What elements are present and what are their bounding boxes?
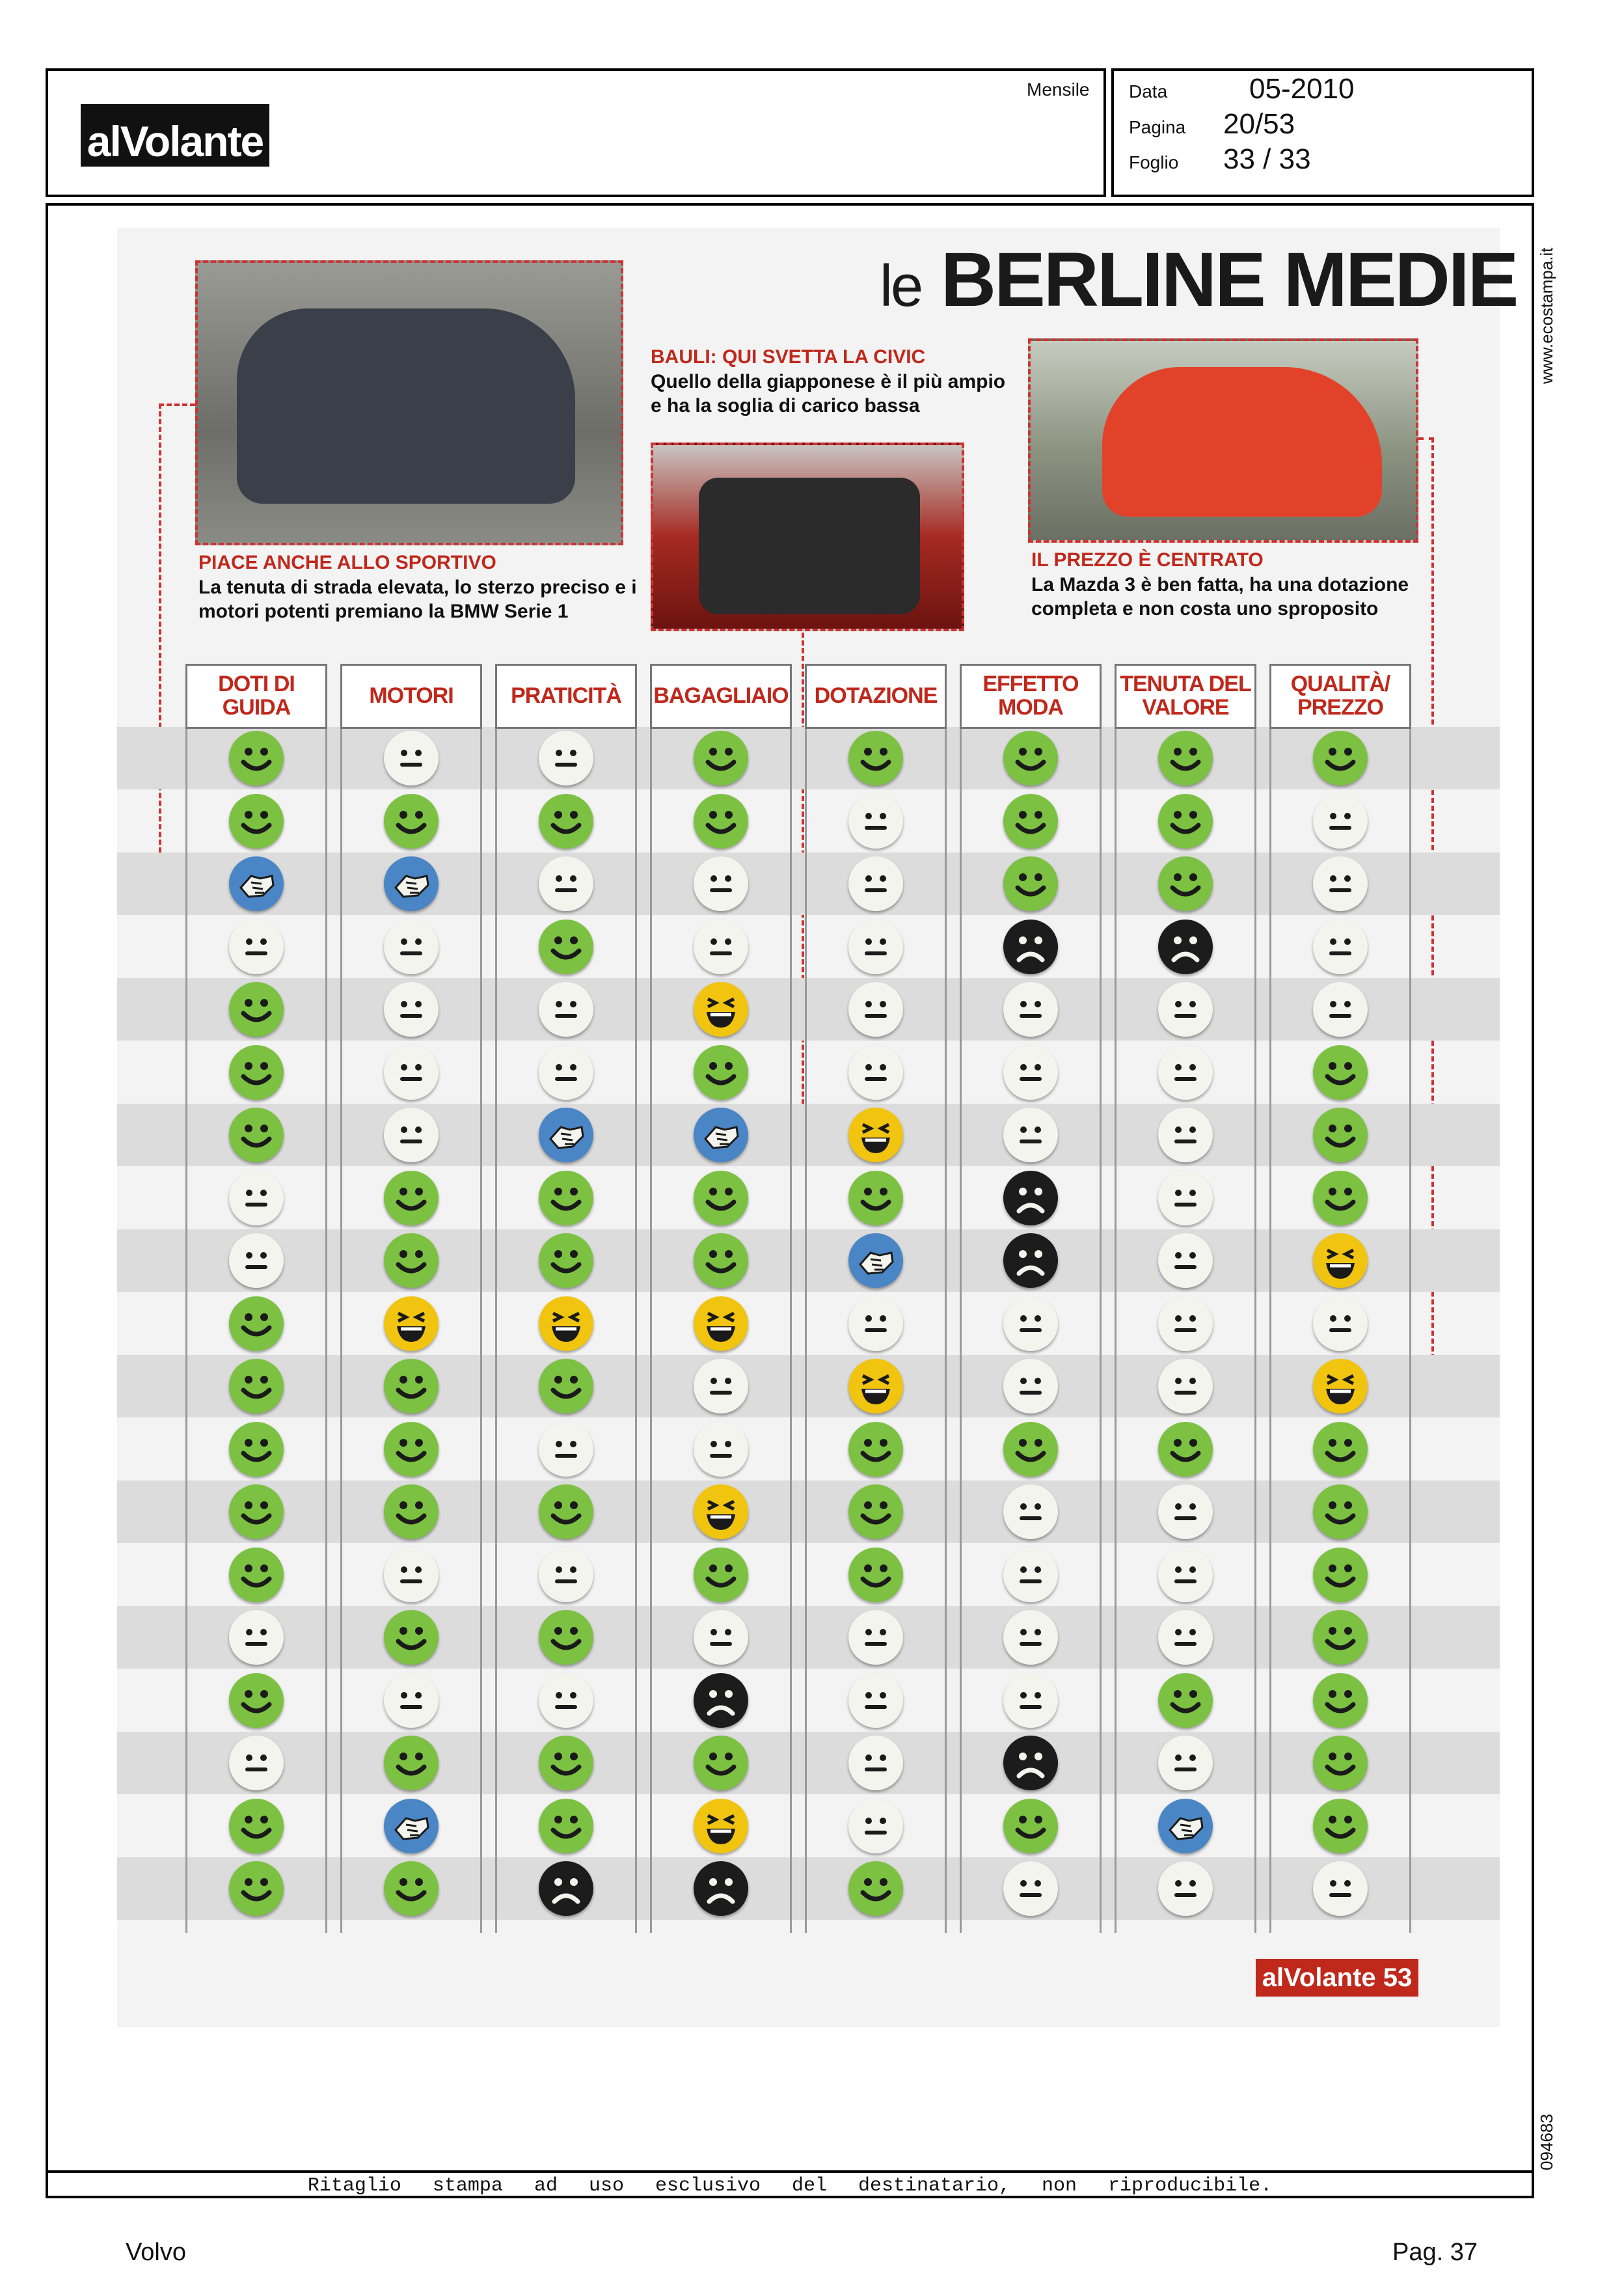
rating-neutral-icon <box>539 1045 593 1100</box>
rating-neutral-icon <box>1158 1233 1213 1288</box>
rating-neutral-icon <box>1003 1861 1058 1916</box>
rating-good-icon <box>1313 1736 1368 1790</box>
rating-good-icon <box>539 1484 593 1539</box>
caption-heading: BAULI: QUI SVETTA LA CIVIC <box>651 346 926 368</box>
rating-good-icon <box>229 1359 284 1413</box>
callout-line <box>1418 437 1434 440</box>
caption-mazda <box>1031 548 1461 621</box>
rating-good-icon <box>229 1296 284 1351</box>
rating-good-icon <box>229 731 284 785</box>
caption-civic <box>651 345 1015 418</box>
rating-neutral-icon <box>229 920 284 974</box>
rating-good-icon <box>1313 1610 1368 1665</box>
rating-good-icon <box>384 1736 439 1790</box>
column-divider <box>635 729 637 1933</box>
rating-good-icon <box>539 1736 593 1790</box>
meta-value-data: 05-2010 <box>1249 73 1355 105</box>
rating-great-icon <box>1313 1359 1368 1413</box>
meta-value-pagina: 20/53 <box>1223 108 1295 140</box>
rating-good-icon <box>1003 1422 1058 1477</box>
rating-neutral-icon <box>848 1045 903 1100</box>
column-divider <box>340 729 342 1933</box>
rating-neutral-icon <box>1158 1484 1213 1539</box>
rating-good-icon <box>1313 1484 1368 1539</box>
rating-bad-icon <box>1158 920 1213 974</box>
rating-neutral-icon <box>539 1673 593 1728</box>
rating-neutral-icon <box>694 920 748 974</box>
article-title <box>880 236 1517 324</box>
rating-good-icon <box>384 1610 439 1665</box>
rating-neutral-icon <box>1158 982 1213 1037</box>
rating-neutral-icon <box>539 731 593 785</box>
rating-neutral-icon <box>384 1108 439 1162</box>
meta-label-pagina: Pagina <box>1129 117 1186 137</box>
rating-neutral-icon <box>1313 920 1368 974</box>
rating-neutral-icon <box>1313 856 1368 911</box>
rating-neutral-icon <box>694 856 748 911</box>
rating-neutral-icon <box>1158 1171 1213 1225</box>
rating-good-icon <box>229 1861 284 1916</box>
rating-good-icon <box>229 1108 284 1162</box>
column-header: DOTAZIONE <box>805 664 947 729</box>
column-header: PRATICITÀ <box>495 664 637 729</box>
rating-good-icon <box>539 1799 593 1853</box>
rating-neutral-icon <box>229 1171 284 1225</box>
rating-neutral-icon <box>1158 1548 1213 1602</box>
rating-neutral-icon <box>1003 982 1058 1037</box>
rating-bad-icon <box>694 1673 748 1728</box>
rating-top-icon <box>848 1233 903 1288</box>
column-divider <box>480 729 482 1933</box>
rating-good-icon <box>229 1422 284 1477</box>
rating-good-icon <box>694 794 748 849</box>
rating-neutral-icon <box>848 920 903 974</box>
rating-great-icon <box>539 1296 593 1351</box>
rating-top-icon <box>229 856 284 911</box>
rating-good-icon <box>229 982 284 1037</box>
rating-neutral-icon <box>1003 1108 1058 1162</box>
rating-neutral-icon <box>229 1233 284 1288</box>
rating-good-icon <box>1313 1548 1368 1602</box>
rating-good-icon <box>1313 1673 1368 1728</box>
rating-neutral-icon <box>1158 1296 1213 1351</box>
column-divider <box>1100 729 1102 1933</box>
column-divider <box>495 729 497 1933</box>
rating-bad-icon <box>1003 1736 1058 1790</box>
rating-bad-icon <box>539 1861 593 1916</box>
rating-neutral-icon <box>1313 1861 1368 1916</box>
rating-neutral-icon <box>694 1422 748 1477</box>
meta-label-data: Data <box>1129 81 1168 102</box>
rating-great-icon <box>694 1296 748 1351</box>
rating-good-icon <box>229 1045 284 1100</box>
row-band <box>117 1732 1500 1794</box>
rating-good-icon <box>848 1861 903 1916</box>
caption-heading: IL PREZZO È CENTRATO <box>1031 549 1264 571</box>
rating-good-icon <box>1158 1422 1213 1477</box>
photo-civic-trunk <box>651 443 964 631</box>
rating-neutral-icon <box>1003 1296 1058 1351</box>
rating-top-icon <box>384 856 439 911</box>
rating-good-icon <box>384 1422 439 1477</box>
frequency-label: Mensile <box>1027 79 1090 100</box>
rating-good-icon <box>694 1233 748 1288</box>
rating-neutral-icon <box>229 1736 284 1790</box>
rating-neutral-icon <box>1158 1610 1213 1665</box>
rating-good-icon <box>229 1799 284 1853</box>
rating-good-icon <box>848 1422 903 1477</box>
rating-neutral-icon <box>1158 1861 1213 1916</box>
rating-neutral-icon <box>539 1548 593 1602</box>
magazine-logo: alVolante <box>81 104 269 167</box>
column-divider <box>1269 729 1271 1933</box>
column-divider <box>650 729 652 1933</box>
rating-neutral-icon <box>384 982 439 1037</box>
side-code: 094683 <box>1537 2114 1556 2170</box>
callout-line <box>159 403 195 406</box>
rating-top-icon <box>1158 1799 1213 1853</box>
rating-neutral-icon <box>1158 1736 1213 1790</box>
row-band <box>117 1481 1500 1543</box>
caption-heading: PIACE ANCHE ALLO SPORTIVO <box>198 552 496 573</box>
rating-bad-icon <box>694 1861 748 1916</box>
rating-good-icon <box>384 1233 439 1288</box>
rating-neutral-icon <box>848 982 903 1037</box>
column-divider <box>1409 729 1411 1933</box>
rating-neutral-icon <box>1158 1045 1213 1100</box>
rating-good-icon <box>848 1548 903 1602</box>
rating-good-icon <box>848 1171 903 1225</box>
rating-neutral-icon <box>694 1359 748 1413</box>
column-divider <box>185 729 187 1933</box>
rating-good-icon <box>384 1171 439 1225</box>
rating-good-icon <box>1158 794 1213 849</box>
rating-neutral-icon <box>1003 1610 1058 1665</box>
row-band <box>117 853 1500 915</box>
rating-neutral-icon <box>1003 1548 1058 1602</box>
rating-neutral-icon <box>1003 1484 1058 1539</box>
rating-good-icon <box>848 731 903 785</box>
rating-good-icon <box>539 794 593 849</box>
row-band <box>117 1857 1500 1920</box>
rating-neutral-icon <box>1313 982 1368 1037</box>
page-logo: alVolante 53 <box>1256 1959 1418 1997</box>
rating-great-icon <box>848 1108 903 1162</box>
photo-mazda <box>1028 338 1418 543</box>
rating-good-icon <box>539 1233 593 1288</box>
title-small: le <box>880 254 922 319</box>
rating-neutral-icon <box>1313 1296 1368 1351</box>
rating-good-icon <box>229 1484 284 1539</box>
column-header: DOTI DI GUIDA <box>185 664 327 729</box>
rating-neutral-icon <box>539 982 593 1037</box>
footer-divider <box>46 2170 1534 2173</box>
rating-good-icon <box>1003 1799 1058 1853</box>
rating-good-icon <box>539 920 593 974</box>
rating-neutral-icon <box>848 1296 903 1351</box>
rating-great-icon <box>694 1799 748 1853</box>
meta-label-foglio: Foglio <box>1129 152 1179 172</box>
rating-good-icon <box>1158 856 1213 911</box>
column-divider <box>1115 729 1116 1933</box>
rating-good-icon <box>1158 1673 1213 1728</box>
column-divider <box>790 729 792 1933</box>
rating-top-icon <box>539 1108 593 1162</box>
caption-bmw <box>198 551 667 624</box>
footer-page: Pag. 37 <box>1392 2239 1478 2266</box>
footer-client: Volvo <box>126 2239 186 2266</box>
column-header: BAGAGLIAIO <box>650 664 792 729</box>
rating-good-icon <box>539 1171 593 1225</box>
rating-neutral-icon <box>384 731 439 785</box>
rating-neutral-icon <box>539 856 593 911</box>
caption-text: Quello della giapponese è il più ampio e ha la soglia di carico bassa <box>651 370 1006 416</box>
title-big: BERLINE MEDIE <box>940 237 1517 323</box>
rating-good-icon <box>229 794 284 849</box>
rating-neutral-icon <box>384 1548 439 1602</box>
rating-good-icon <box>848 1484 903 1539</box>
rating-good-icon <box>1003 794 1058 849</box>
rating-neutral-icon <box>848 1673 903 1728</box>
column-divider <box>1254 729 1256 1933</box>
column-header: QUALITÀ/ PREZZO <box>1269 664 1411 729</box>
callout-line <box>159 403 161 892</box>
column-divider <box>945 729 947 1933</box>
rating-neutral-icon <box>848 856 903 911</box>
rating-bad-icon <box>1003 920 1058 974</box>
column-header: MOTORI <box>340 664 482 729</box>
caption-text: La tenuta di strada elevata, lo sterzo preciso e i motori potenti premiano la BMW Serie 1 <box>198 576 637 622</box>
row-band <box>117 727 1500 789</box>
column-header: EFFETTO MODA <box>960 664 1102 729</box>
column-divider <box>960 729 962 1933</box>
column-divider <box>325 729 327 1933</box>
rating-neutral-icon <box>384 1673 439 1728</box>
rating-good-icon <box>1003 856 1058 911</box>
rating-great-icon <box>694 1484 748 1539</box>
column-header: TENUTA DEL VALORE <box>1115 664 1256 729</box>
rating-good-icon <box>384 1861 439 1916</box>
rating-good-icon <box>1313 731 1368 785</box>
rating-neutral-icon <box>539 1422 593 1477</box>
rating-good-icon <box>384 1359 439 1413</box>
rating-neutral-icon <box>1158 1108 1213 1162</box>
rating-great-icon <box>1313 1233 1368 1288</box>
caption-text: La Mazda 3 è ben fatta, ha una dotazione completa e non costa uno sproposito <box>1031 573 1409 620</box>
rating-neutral-icon <box>229 1610 284 1665</box>
row-band <box>117 978 1500 1041</box>
rating-great-icon <box>384 1296 439 1351</box>
side-url: www.ecostampa.it <box>1537 247 1556 384</box>
rating-neutral-icon <box>848 1799 903 1853</box>
rating-good-icon <box>1158 731 1213 785</box>
photo-bmw <box>195 260 623 545</box>
rating-neutral-icon <box>848 1610 903 1665</box>
rating-good-icon <box>1003 731 1058 785</box>
rating-good-icon <box>1313 1799 1368 1853</box>
rating-great-icon <box>848 1359 903 1413</box>
rating-neutral-icon <box>848 794 903 849</box>
rating-neutral-icon <box>848 1736 903 1790</box>
rating-neutral-icon <box>1003 1673 1058 1728</box>
rating-good-icon <box>694 731 748 785</box>
column-divider <box>805 729 807 1933</box>
row-band <box>117 1355 1500 1417</box>
meta-value-foglio: 33 / 33 <box>1223 143 1311 175</box>
rating-good-icon <box>229 1673 284 1728</box>
row-band <box>117 1606 1500 1669</box>
rating-neutral-icon <box>384 920 439 974</box>
rating-top-icon <box>694 1108 748 1162</box>
rating-good-icon <box>1313 1422 1368 1477</box>
rating-good-icon <box>539 1610 593 1665</box>
rating-top-icon <box>384 1799 439 1853</box>
rating-good-icon <box>694 1171 748 1225</box>
row-band <box>117 1229 1500 1292</box>
rating-good-icon <box>539 1359 593 1413</box>
rating-good-icon <box>1313 1108 1368 1162</box>
rating-neutral-icon <box>384 1045 439 1100</box>
rating-neutral-icon <box>694 1610 748 1665</box>
rating-bad-icon <box>1003 1171 1058 1225</box>
rating-neutral-icon <box>1313 794 1368 849</box>
rating-great-icon <box>694 982 748 1037</box>
rating-neutral-icon <box>1003 1359 1058 1413</box>
clipping-notice: Ritaglio stampa ad uso esclusivo del destinatario, non riproducibile. <box>307 2175 1273 2197</box>
rating-good-icon <box>694 1736 748 1790</box>
rating-bad-icon <box>1003 1233 1058 1288</box>
rating-good-icon <box>1313 1171 1368 1225</box>
rating-good-icon <box>1313 1045 1368 1100</box>
rating-neutral-icon <box>1003 1045 1058 1100</box>
rating-good-icon <box>694 1045 748 1100</box>
row-band <box>117 1104 1500 1166</box>
rating-neutral-icon <box>1158 1359 1213 1413</box>
rating-good-icon <box>384 794 439 849</box>
rating-good-icon <box>384 1484 439 1539</box>
rating-good-icon <box>694 1548 748 1602</box>
rating-good-icon <box>229 1548 284 1602</box>
